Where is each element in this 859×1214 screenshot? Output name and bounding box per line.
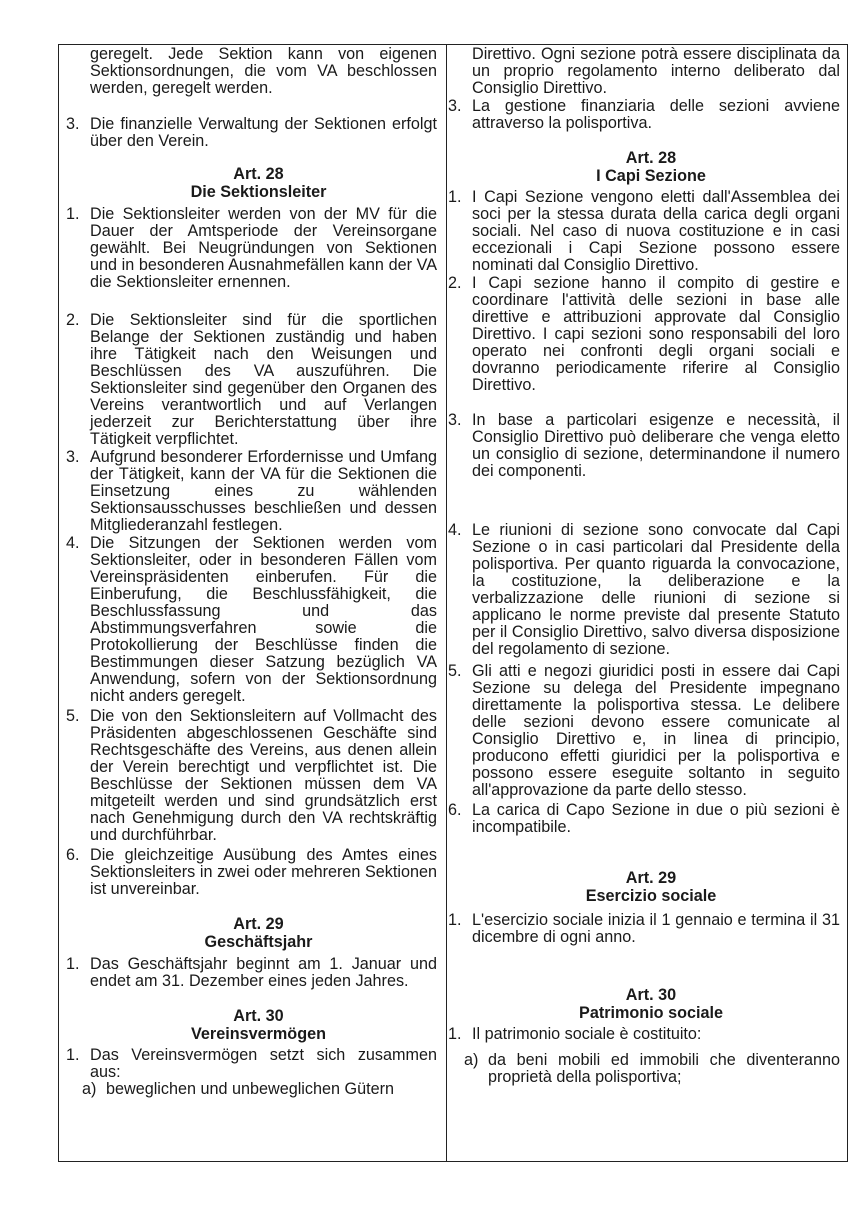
- left-art28-item-2: [66, 312, 437, 448]
- left-art30-item-1: [66, 1047, 437, 1081]
- left-art28-item-4: [66, 535, 437, 705]
- item-number: 5.: [448, 662, 462, 680]
- item-number: 4.: [66, 534, 80, 552]
- left-art28-item-1: [66, 206, 437, 291]
- right-column-italian: [448, 46, 840, 1086]
- item-number: 6.: [448, 801, 462, 819]
- item-text: Die Sitzungen der Sektionen werden vom Sektionsleiter, oder in besonderen Fällen vom Vereinspräsidenten einberufen. Für die Einberufung, die Beschlussfähigkeit, die Beschlussfassung und das Abstimmungsverfahren sowie die Protokollierung der Beschlüsse finden die Bestimmungen dieser Satzung bezüglich VA Anwendung, sofern von der Sektionsordnung nicht anders geregelt.: [90, 534, 437, 705]
- column-divider: [446, 44, 447, 1162]
- item-number: 3.: [448, 411, 462, 429]
- right-art29-heading: [448, 869, 840, 905]
- left-art30-item-a: [66, 1081, 437, 1098]
- item-text: I Capi sezione hanno il compito di gestire e coordinare l'attività delle sezioni in base alle direttive e attribuzioni approvate dal Consiglio Direttivo. I capi sezioni sono responsabili del loro operato nei confronti degli organi sociali e dovranno periodicamente riferire al Consiglio Direttivo.: [472, 274, 840, 394]
- right-intro-paragraph: Direttivo. Ogni sezione potrà essere disciplinata da un proprio regolamento interno deliberato dal Consiglio Direttivo.: [472, 45, 840, 97]
- article-title: Patrimonio sociale: [579, 1004, 723, 1022]
- item-number: 1.: [66, 205, 80, 223]
- right-art28-item-3: [448, 412, 840, 480]
- item-number: a): [464, 1051, 479, 1069]
- article-number: Art. 28: [625, 149, 677, 167]
- left-art28-item-5: [66, 708, 437, 844]
- right-art28-item-5: [448, 663, 840, 799]
- item-number: 5.: [66, 707, 80, 725]
- left-art28-item-6: [66, 847, 437, 898]
- item-text: Das Vereinsvermögen setzt sich zusammen aus:: [90, 1046, 437, 1081]
- left-art28-item-3: [66, 449, 437, 534]
- item-text: Die von den Sektionsleitern auf Vollmacht des Präsidenten abgeschlossenen Geschäfte sind Rechtsgeschäfte des Vereins, aus denen allein der Verein berechtigt und verpflichtet ist. Die Beschlüsse der Sektionen müssen dem VA mitgeteilt werden und sind grundsätzlich erst nach Genehmigung durch den VA rechtskräftig und durchführbar.: [90, 707, 437, 844]
- table-bottom-border: [58, 1161, 848, 1162]
- article-title: Geschäftsjahr: [204, 933, 313, 951]
- right-art28-item-4: [448, 522, 840, 658]
- article-number: Art. 29: [625, 869, 677, 887]
- left-intro-paragraph: geregelt. Jede Sektion kann von eigenen Sektionsordnungen, die vom VA beschlossen werden, geregelt werden.: [90, 45, 437, 97]
- article-title: I Capi Sezione: [596, 167, 706, 185]
- right-art29-item-1: [448, 912, 840, 946]
- item-text: I Capi Sezione vengono eletti dall'Assemblea dei soci per la stessa durata della carica degli organi sociali. Nel caso di nuova costituzione e in casi eccezionali i Capi Sezione possono essere nominati dal Consiglio Direttivo.: [472, 188, 840, 274]
- item-text: Die gleichzeitige Ausübung des Amtes eines Sektionsleiters in zwei oder mehreren Sektionen ist unvereinbar.: [90, 846, 437, 898]
- right-art28-item-1: [448, 189, 840, 274]
- right-intro-item: [448, 98, 840, 132]
- item-text: Aufgrund besonderer Erfordernisse und Umfang der Tätigkeit, kann der VA für die Sektionen die Einsetzung eines zu wählenden Sektionsausschusses beschließen und dessen Mitgliederanzahl festlegen.: [90, 448, 437, 534]
- item-number: 1.: [448, 188, 462, 206]
- article-number: Art. 29: [233, 915, 284, 933]
- right-art28-item-6: [448, 802, 840, 836]
- right-art28-heading: [448, 149, 840, 185]
- right-art28-item-2: [448, 275, 840, 394]
- item-number: 1.: [66, 955, 80, 973]
- article-title: Esercizio sociale: [585, 887, 717, 905]
- item-number: 3.: [448, 97, 462, 115]
- item-text: beweglichen und unbeweglichen Gütern: [106, 1080, 394, 1098]
- item-number: 1.: [448, 911, 462, 929]
- left-art30-heading: [66, 1007, 437, 1043]
- item-text: La gestione finanziaria delle sezioni avviene attraverso la polisportiva.: [472, 97, 840, 132]
- left-art29-heading: [66, 915, 437, 951]
- article-number: Art. 30: [625, 986, 677, 1004]
- item-number: 4.: [448, 521, 462, 539]
- article-title: Vereinsvermögen: [191, 1025, 326, 1043]
- item-number: 3.: [66, 448, 80, 466]
- right-art30-item-1: [448, 1026, 840, 1043]
- article-number: Art. 28: [233, 165, 284, 183]
- item-text: L'esercizio sociale inizia il 1 gennaio e termina il 31 dicembre di ogni anno.: [472, 911, 840, 946]
- right-art30-heading: [448, 986, 840, 1022]
- left-column-german: [66, 46, 437, 1098]
- item-text: Gli atti e negozi giuridici posti in essere dai Capi Sezione su delega del Presidente impegnano direttamente la polisportiva stessa. Le delibere delle sezioni devono essere comunicate al Consiglio Direttivo e, in linea di principio, producono effetti giuridici per la polisportiva e possono essere eseguite soltanto in seguito all'approvazione da parte dello stesso.: [472, 662, 840, 799]
- left-art29-item-1: [66, 956, 437, 990]
- item-text: da beni mobili ed immobili che diventeranno proprietà della polisportiva;: [488, 1051, 840, 1086]
- item-text: In base a particolari esigenze e necessità, il Consiglio Direttivo può deliberare che venga eletto un consiglio di sezione, determinandone il numero dei componenti.: [472, 411, 840, 480]
- item-text: Die Sektionsleiter werden von der MV für die Dauer der Amtsperiode der Vereinsorgane gewählt. Bei Neugründungen von Sektionen und in besonderen Ausnahmefällen kann der VA die Sektionsleiter ernennen.: [90, 205, 437, 291]
- item-text: Il patrimonio sociale è costituito:: [472, 1025, 702, 1043]
- item-number: 2.: [66, 311, 80, 329]
- item-number: 1.: [448, 1025, 462, 1043]
- left-art28-heading: [66, 165, 437, 201]
- item-number: 1.: [66, 1046, 80, 1064]
- item-text: Die Sektionsleiter sind für die sportlichen Belange der Sektionen zuständig und haben ihre Tätigkeit nach den Weisungen und Beschlüssen des VA auszuführen. Die Sektionsleiter sind gegenüber den Organen des Vereins verantwortlich und auf Verlangen jederzeit zur Berichterstattung über ihre Tätigkeit verpflichtet.: [90, 311, 437, 448]
- item-text: Die finanzielle Verwaltung der Sektionen erfolgt über den Verein.: [90, 115, 437, 150]
- item-number: 6.: [66, 846, 80, 864]
- right-art30-item-a: [448, 1052, 840, 1086]
- article-title: Die Sektionsleiter: [190, 183, 327, 201]
- item-text: Das Geschäftsjahr beginnt am 1. Januar und endet am 31. Dezember eines jeden Jahres.: [90, 955, 437, 990]
- item-text: La carica di Capo Sezione in due o più sezioni è incompatibile.: [472, 801, 840, 836]
- item-number: 2.: [448, 274, 462, 292]
- item-number: a): [82, 1080, 97, 1098]
- item-number: 3.: [66, 115, 80, 133]
- left-intro-item: [66, 116, 437, 150]
- item-text: Le riunioni di sezione sono convocate dal Capi Sezione o in casi particolari dal Presidente della polisportiva. Per quanto riguarda la convocazione, la costituzione, la deliberazione e la verbalizzazione delle riunioni di sezione si applicano le norme previste dal presente Statuto per il Consiglio Direttivo, salvo diversa disposizione del regolamento di sezione.: [472, 521, 840, 658]
- article-number: Art. 30: [233, 1007, 284, 1025]
